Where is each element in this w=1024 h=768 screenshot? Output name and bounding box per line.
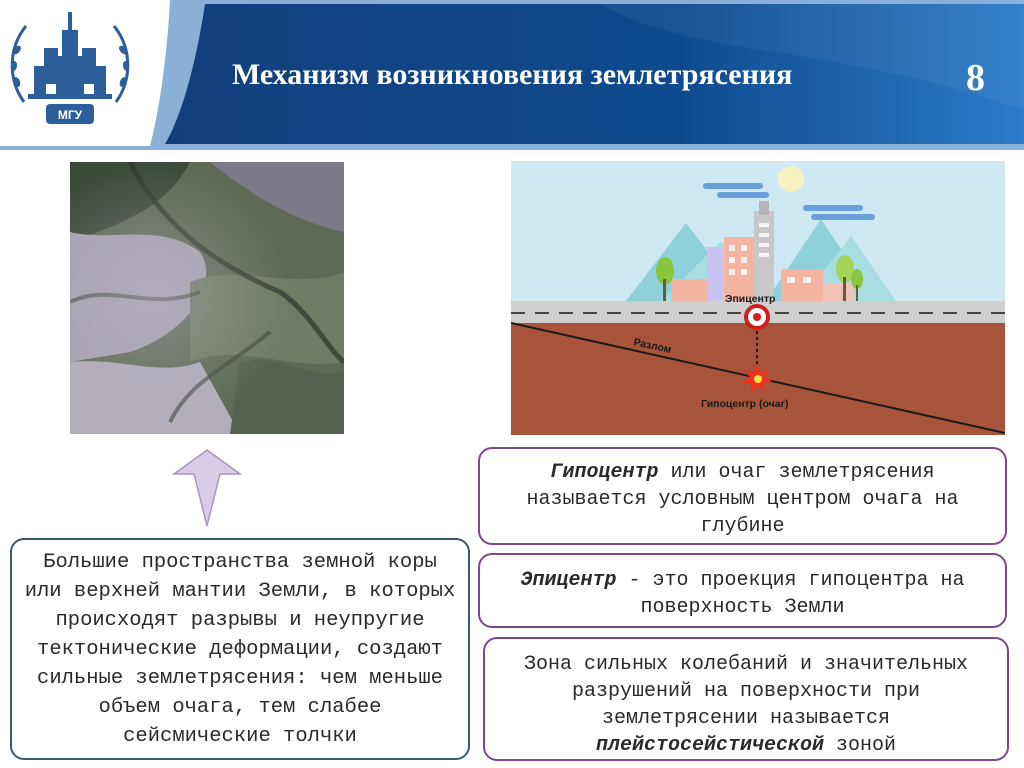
epicenter-definition-text: - это проекция гипоцентра на поверхность Земли: [616, 569, 965, 619]
epicenter-label: Эпицентр: [725, 293, 776, 305]
hypocenter-term: Гипоцентр: [550, 461, 659, 484]
fault-zone-description-box: [10, 538, 470, 760]
fault-label: Разлом: [632, 336, 673, 356]
slide-number: 8: [966, 57, 985, 99]
hypocenter-label: Гипоцентр (очаг): [701, 398, 789, 410]
fault-zone-text: Большие пространства земной коры или верхней мантии Земли, в которых происходят разрывы и неупругие тектонические деформации, создают сильные землетрясения: чем меньше объем очага, тем слабее сейсмические толчки: [24, 550, 456, 748]
hypocenter-definition-text: или очаг землетрясения называется условным центром очага на глубине: [526, 461, 959, 538]
pleistoseismic-suffix-text: зоной: [824, 734, 897, 757]
header-bar: [0, 0, 1024, 150]
pleistoseismic-term: плейстосейстической: [595, 734, 825, 757]
pleistoseismic-prefix-text: Зона сильных колебаний и значительных разрушений на поверхности при землетрясении называется: [523, 653, 969, 730]
sun-icon: [778, 166, 804, 192]
epicenter-definition-box: [478, 553, 1007, 628]
page-title: Механизм возникновения землетрясения: [232, 58, 793, 91]
msu-logo: [0, 0, 140, 140]
up-arrow-icon: [172, 448, 242, 528]
hypocenter-definition-box: [478, 447, 1007, 545]
pleistoseismic-definition-box: [483, 637, 1009, 761]
epicenter-term: Эпицентр: [520, 569, 617, 592]
terrain-satellite-image: [70, 162, 344, 434]
earthquake-illustration: [511, 161, 1005, 435]
logo-text: МГУ: [57, 108, 83, 122]
